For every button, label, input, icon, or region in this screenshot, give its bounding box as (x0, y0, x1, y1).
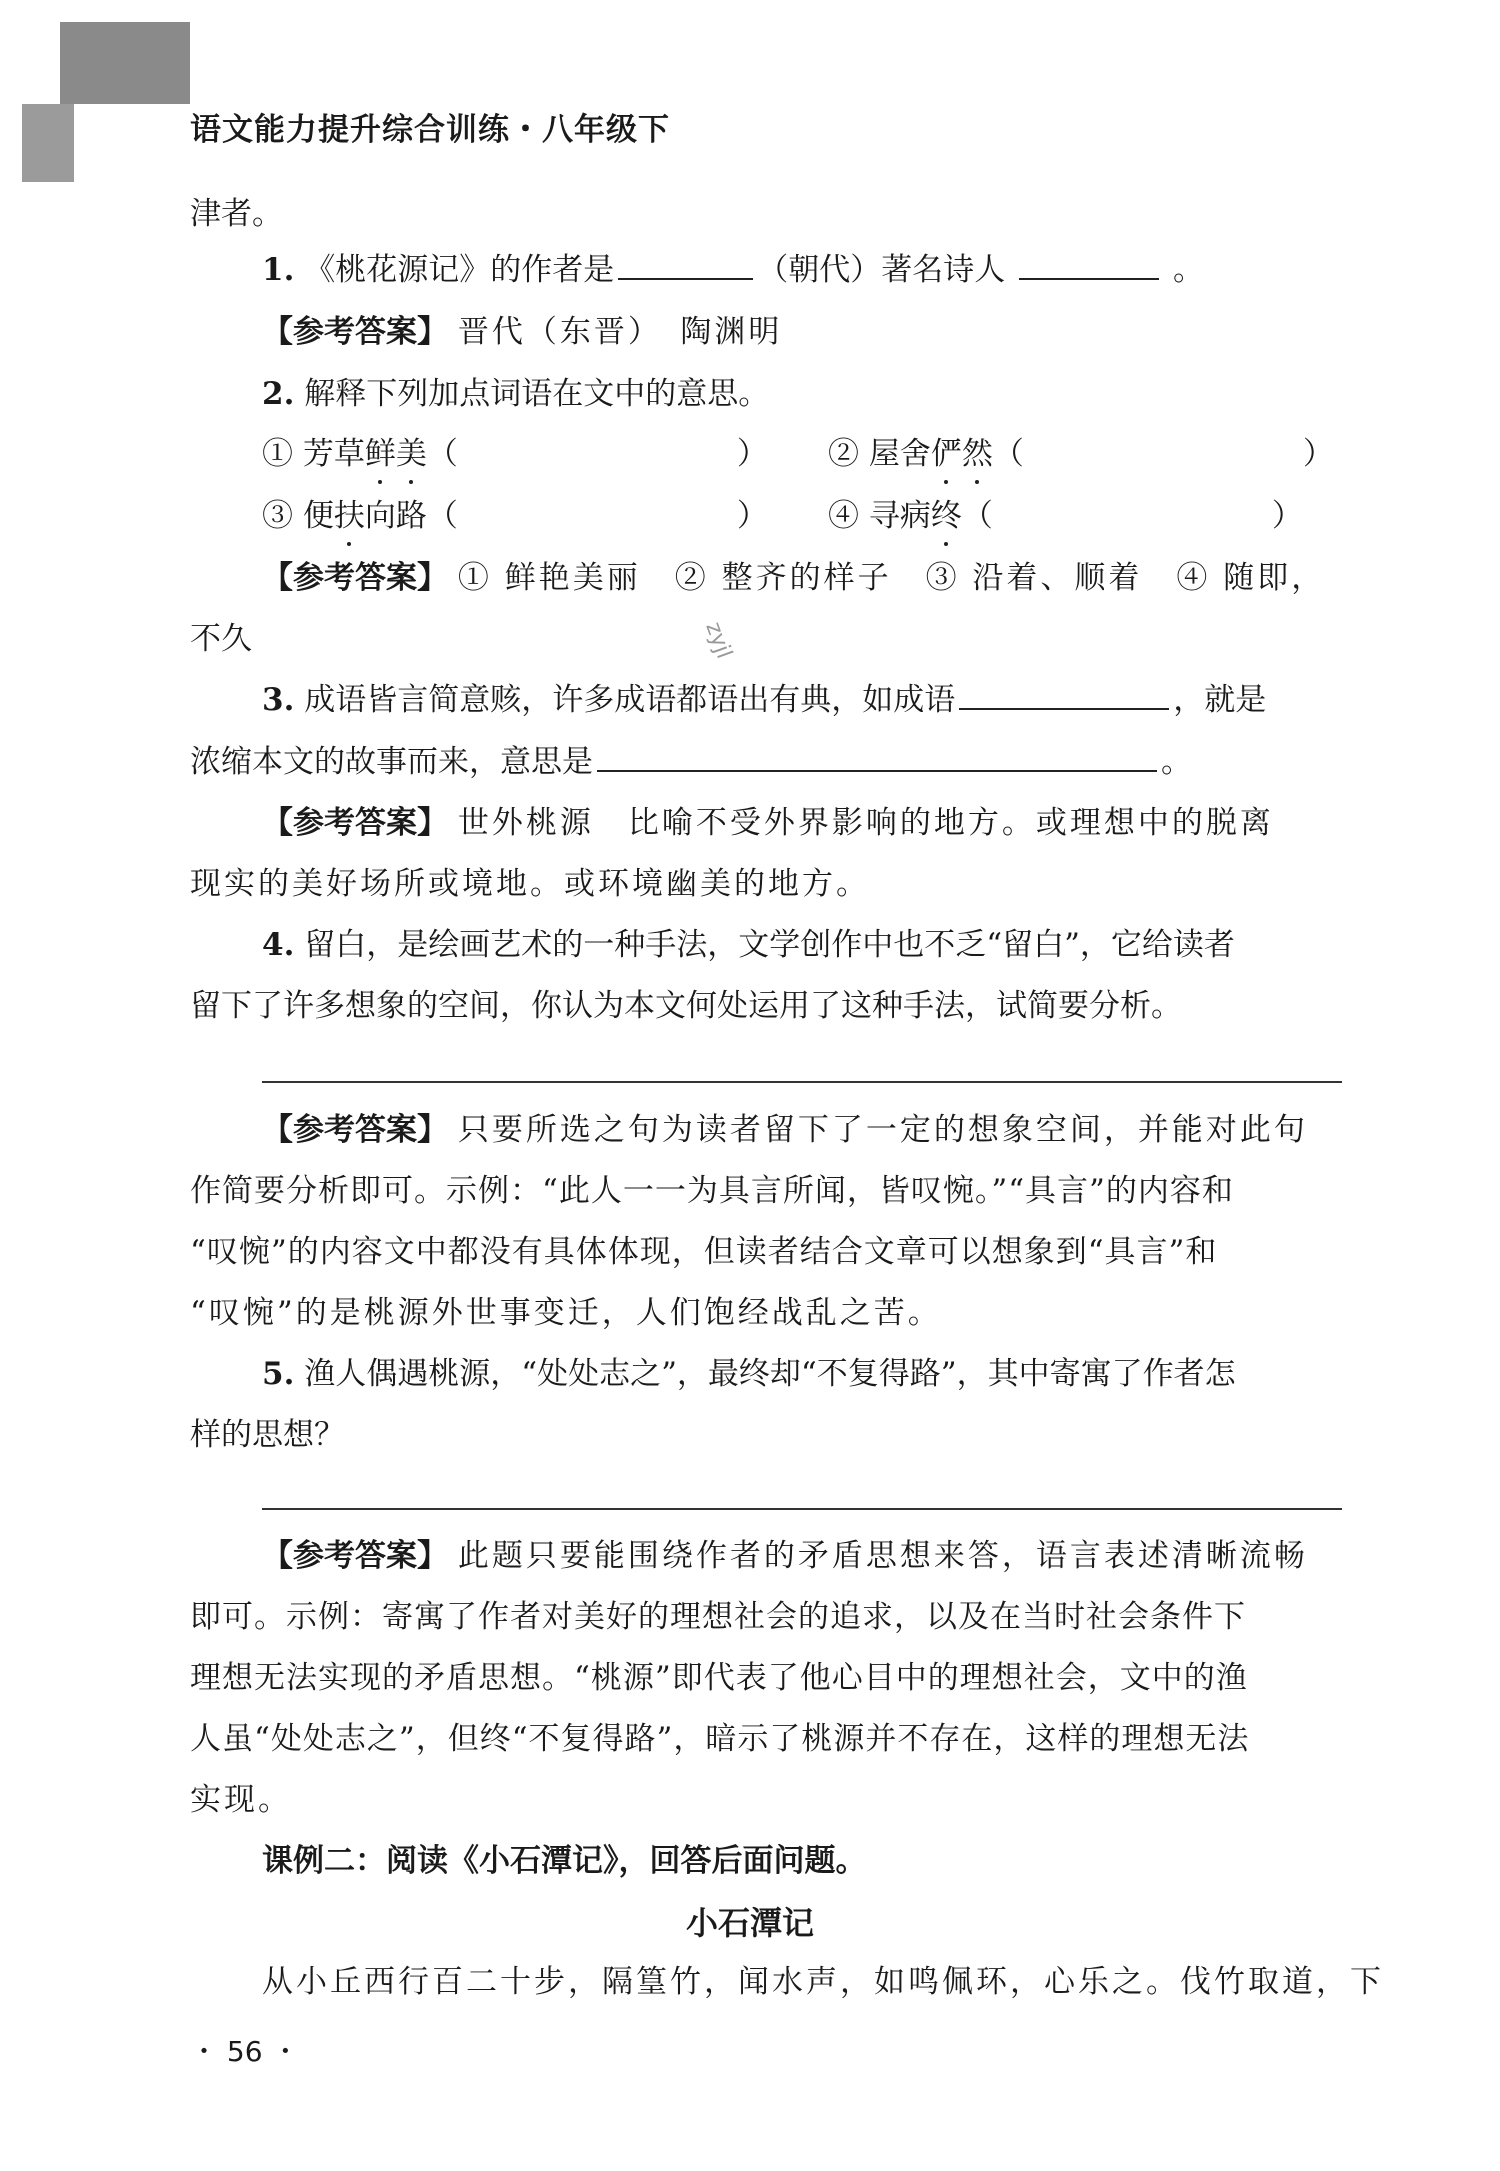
passage-title: 小石潭记 (685, 1904, 814, 1942)
answer-5-cont: 理想无法实现的矛盾思想。“桃源”即代表了他心目中的理想社会，文中的渔 (190, 1660, 1248, 1696)
passage-text: 从小丘西行百二十步，隔篁竹，闻水声，如鸣佩环，心乐之。伐竹取道，下 (262, 1964, 1384, 2000)
question-4: 4. 留白，是绘画艺术的一种手法，文学创作中也不乏“留白”，它给读者 (262, 927, 1235, 963)
section-heading: 课例二：阅读《小石潭记》，回答后面问题。 (262, 1843, 867, 1879)
answer-blank[interactable] (959, 678, 1169, 710)
question-number: 5. (262, 1356, 295, 1392)
answer-3-cont: 现实的美好场所或境地。或环境幽美的地方。 (190, 866, 870, 902)
watermark: zyjl (700, 618, 737, 663)
answer-rule[interactable] (262, 1081, 1342, 1083)
answer-label: 【参考答案】 (262, 805, 448, 841)
question-5: 5. 渔人偶遇桃源，“处处志之”，最终却“不复得路”，其中寄寓了作者怎 (262, 1356, 1236, 1392)
answer-2-cont: 不久 (190, 621, 252, 657)
answer-label: 【参考答案】 (262, 560, 448, 596)
answer-4-cont: “叹惋”的内容文中都没有具体体现，但读者结合文章可以想象到“具言”和 (190, 1234, 1218, 1270)
answer-2: 【参考答案】 ① 鲜艳美丽 ② 整齐的样子 ③ 沿着、顺着 ④ 随即， (262, 560, 1326, 596)
option-3: ③ 便扶向路（ ） (262, 494, 768, 538)
option-1: ① 芳草鲜美（ ） (262, 432, 768, 476)
running-header: 语文能力提升综合训练・八年级下 (190, 112, 670, 148)
corner-decoration-square (60, 22, 190, 104)
question-3-cont: 浓缩本文的故事而来，意思是 。 (190, 740, 1340, 784)
question-4-cont: 留下了许多想象的空间，你认为本文何处运用了这种手法，试简要分析。 (190, 988, 1182, 1024)
option-4: ④ 寻病终（ ） (828, 494, 1303, 538)
answer-5: 【参考答案】 此题只要能围绕作者的矛盾思想来答，语言表述清晰流畅 (262, 1538, 1308, 1574)
text-line: 津者。 (190, 196, 283, 232)
question-number: 1. (262, 252, 295, 288)
answer-4-cont: “叹惋”的是桃源外世事变迁，人们饱经战乱之苦。 (190, 1295, 942, 1331)
answer-label: 【参考答案】 (262, 314, 448, 350)
answer-4: 【参考答案】 只要所选之句为读者留下了一定的想象空间，并能对此句 (262, 1112, 1308, 1148)
question-2: 2. 解释下列加点词语在文中的意思。 (262, 376, 770, 412)
question-1: 1. 《桃花源记》的作者是 （朝代）著名诗人 。 (262, 248, 1342, 292)
question-5-cont: 样的思想？ (190, 1417, 345, 1453)
page-number: ・ 56 ・ (190, 2035, 300, 2068)
answer-4-cont: 作简要分析即可。示例：“此人一一为具言所闻，皆叹惋。”“具言”的内容和 (190, 1173, 1234, 1209)
corner-decoration-square-small (22, 104, 74, 182)
question-number: 2. (262, 376, 295, 412)
answer-5-cont: 即可。示例：寄寓了作者对美好的理想社会的追求，以及在当时社会条件下 (190, 1599, 1246, 1635)
answer-blank[interactable] (618, 248, 753, 280)
answer-blank[interactable] (1019, 248, 1159, 280)
answer-rule[interactable] (262, 1508, 1342, 1510)
answer-5-cont: 人虽“处处志之”，但终“不复得路”，暗示了桃源并不存在，这样的理想无法 (190, 1721, 1250, 1757)
option-2: ② 屋舍俨然（ ） (828, 432, 1334, 476)
answer-5-cont: 实现。 (190, 1782, 292, 1818)
question-number: 3. (262, 682, 295, 718)
answer-label: 【参考答案】 (262, 1538, 448, 1574)
answer-label: 【参考答案】 (262, 1112, 448, 1148)
answer-1: 【参考答案】 晋代（东晋） 陶渊明 (262, 314, 783, 350)
answer-3: 【参考答案】 世外桃源 比喻不受外界影响的地方。或理想中的脱离 (262, 805, 1274, 841)
answer-blank[interactable] (597, 740, 1157, 772)
question-3: 3. 成语皆言简意赅，许多成语都语出有典，如成语 ，就是 (262, 678, 1342, 722)
question-number: 4. (262, 927, 295, 963)
